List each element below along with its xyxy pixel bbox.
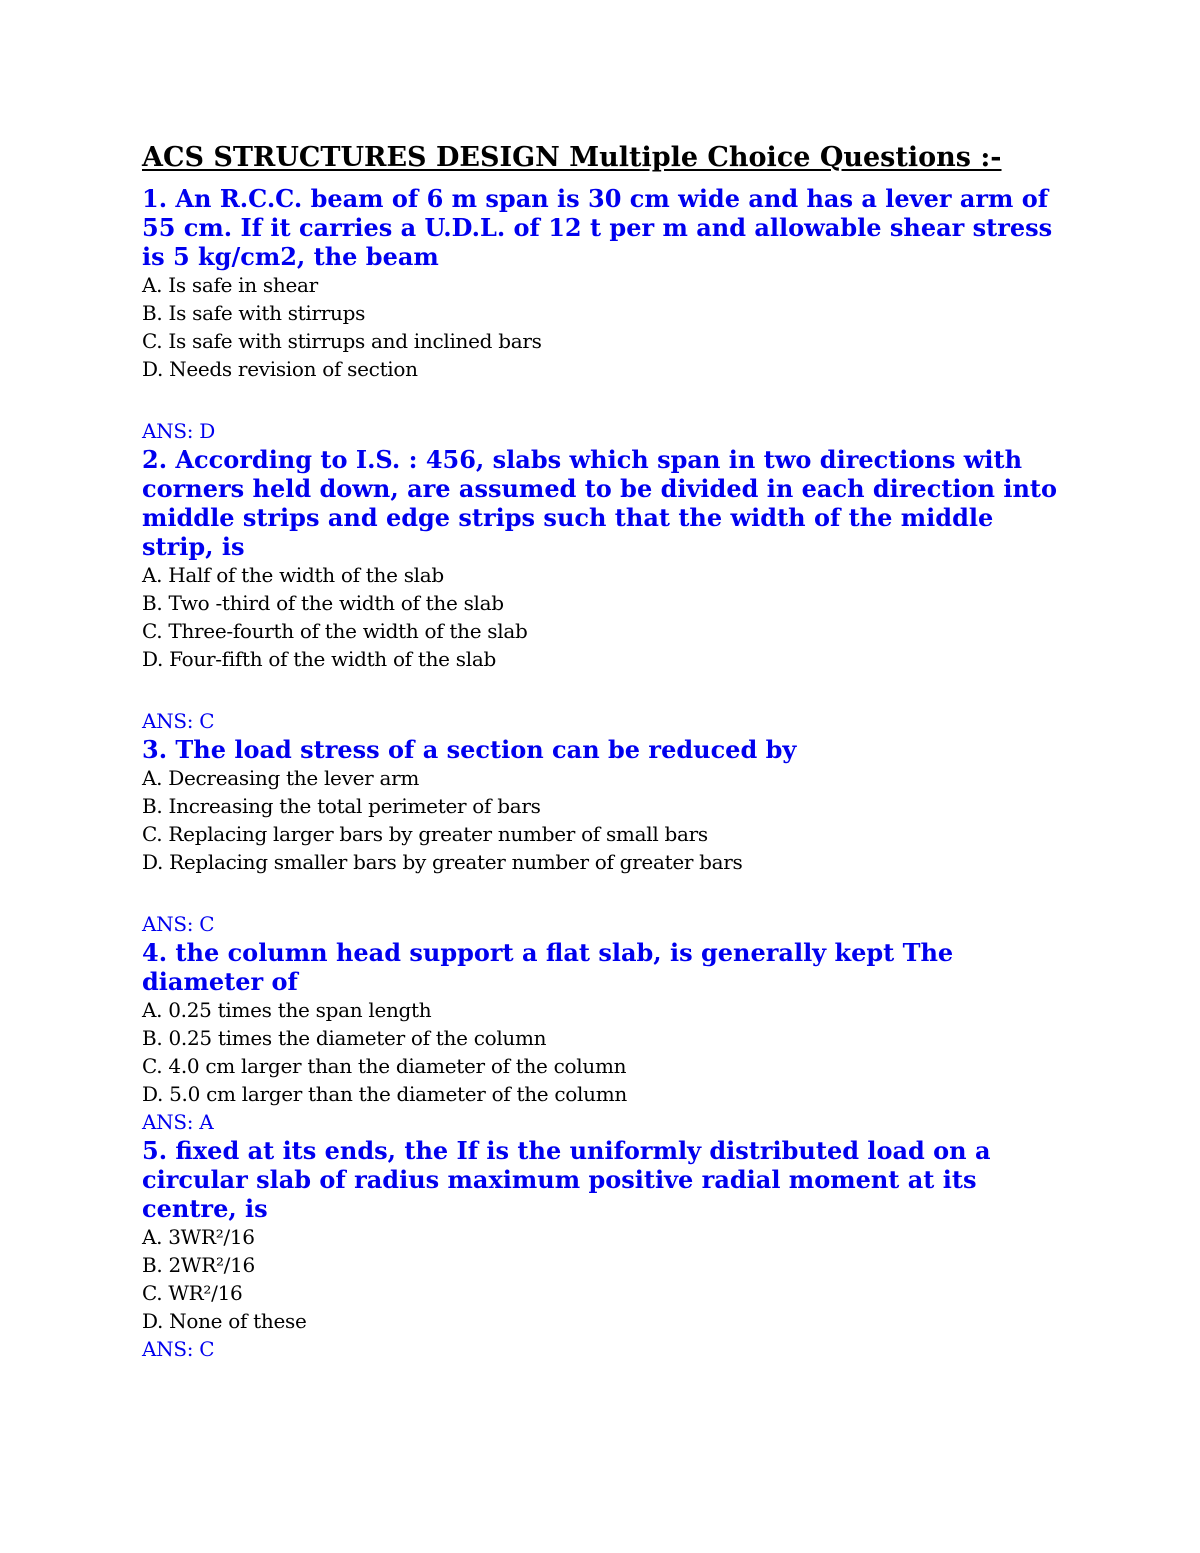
option-a: A. Decreasing the lever arm: [142, 766, 419, 790]
question-text: 4. the column head support a flat slab, is generally kept The diameter of: [142, 938, 954, 996]
answer-text: ANS: A: [142, 1110, 214, 1134]
option-b: B. Is safe with stirrups: [142, 301, 366, 325]
question-text: 5. fixed at its ends, the If is the uniformly distributed load on a circular slab of radius maximum positive radial moment at its centre, is: [142, 1136, 991, 1223]
option-a: A. 0.25 times the span length: [142, 998, 432, 1022]
question-text: 2. According to I.S. : 456, slabs which span in two directions with corners held down, are assumed to be divided in each direction into middle strips and edge strips such that the width of the middle strip, is: [142, 445, 1057, 561]
option-list: [142, 561, 1062, 673]
question-block-2: [142, 445, 1062, 735]
answer-text: ANS: C: [142, 1337, 215, 1361]
answer-text: ANS: D: [142, 419, 215, 443]
question-block-3: [142, 735, 1062, 938]
option-b: B. 0.25 times the diameter of the column: [142, 1026, 547, 1050]
option-a: A. Half of the width of the slab: [142, 563, 444, 587]
option-c: C. 4.0 cm larger than the diameter of the column: [142, 1054, 627, 1078]
option-list: [142, 1223, 1062, 1335]
option-c: C. WR²/16: [142, 1281, 243, 1305]
option-c: C. Replacing larger bars by greater number of small bars: [142, 822, 708, 846]
spacer: [142, 876, 1062, 910]
option-b: B. 2WR²/16: [142, 1253, 255, 1277]
option-list: [142, 996, 1062, 1108]
option-d: D. Four-fifth of the width of the slab: [142, 647, 496, 671]
question-text: 1. An R.C.C. beam of 6 m span is 30 cm wide and has a lever arm of 55 cm. If it carries a U.D.L. of 12 t per m and allowable shear stress is 5 kg/cm2, the beam: [142, 184, 1053, 271]
option-a: A. 3WR²/16: [142, 1225, 255, 1249]
document-title: ACS STRUCTURES DESIGN Multiple Choice Questions :-: [142, 142, 1002, 173]
option-b: B. Increasing the total perimeter of bars: [142, 794, 541, 818]
question-block-1: [142, 184, 1062, 445]
option-d: D. None of these: [142, 1309, 307, 1333]
option-list: [142, 764, 1062, 876]
document-content: [142, 140, 1062, 1363]
question-block-4: [142, 938, 1062, 1136]
option-c: C. Is safe with stirrups and inclined bars: [142, 329, 542, 353]
option-d: D. Needs revision of section: [142, 357, 418, 381]
option-c: C. Three-fourth of the width of the slab: [142, 619, 528, 643]
option-d: D. 5.0 cm larger than the diameter of the column: [142, 1082, 627, 1106]
question-block-5: [142, 1136, 1062, 1363]
option-list: [142, 271, 1062, 383]
option-b: B. Two -third of the width of the slab: [142, 591, 504, 615]
answer-text: ANS: C: [142, 912, 215, 936]
option-a: A. Is safe in shear: [142, 273, 318, 297]
spacer: [142, 673, 1062, 707]
question-text: 3. The load stress of a section can be reduced by: [142, 735, 797, 764]
option-d: D. Replacing smaller bars by greater number of greater bars: [142, 850, 743, 874]
spacer: [142, 383, 1062, 417]
answer-text: ANS: C: [142, 709, 215, 733]
